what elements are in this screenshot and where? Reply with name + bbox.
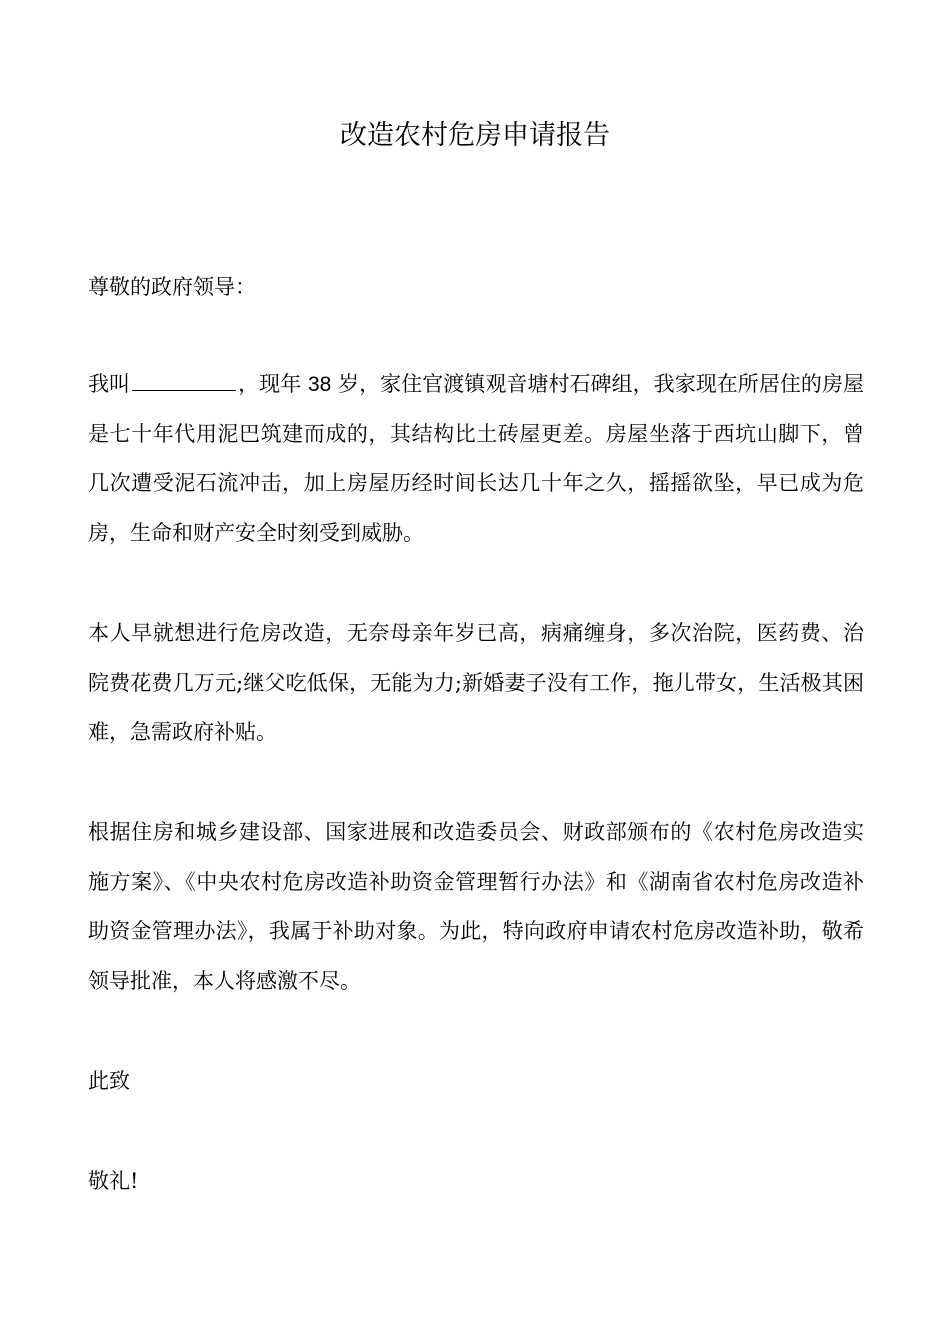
document-title: 改造农村危房申请报告: [340, 120, 610, 151]
paragraph-1-age-prefix: ，现年: [238, 372, 302, 396]
salutation: 尊敬的政府领导：: [88, 275, 256, 299]
age-value: 38: [307, 373, 332, 396]
paragraph-1-body: 岁，家住官渡镇观音塘村石碑组，我家现在所居住的房屋是七十年代用泥巴筑建而成的，其结构比土砖屋更差。房屋坐落于西坑山脚下，曾几次遭受泥石流冲击，加上房屋历经时间长达几十年之久，摇摇欲坠，早已成为危房，生命和财产安全时刻受到威胁。: [88, 372, 865, 545]
paragraph-1: [88, 360, 864, 558]
paragraph-3: 根据住房和城乡建设部、国家进展和改造委员会、财政部颁布的《农村危房改造实施方案》、《中央农村危房改造补助资金管理暂行办法》和《湖南省农村危房改造补助资金管理办法》，我属于补助对象。为此，特向政府申请农村危房改造补助，敬希领导批准，本人将感激不尽。: [88, 820, 864, 993]
closing-line: 此致: [88, 1069, 130, 1093]
name-blank-field: [132, 370, 236, 391]
regards-line: 敬礼!: [88, 1169, 139, 1193]
paragraph-2: 本人早就想进行危房改造，无奈母亲年岁已高，病痛缠身，多次治院，医药费、治院费花费几万元;继父吃低保，无能为力;新婚妻子没有工作，拖儿带女，生活极其困难，急需政府补贴。: [88, 621, 864, 744]
paragraph-1-intro: 我叫: [88, 372, 131, 396]
